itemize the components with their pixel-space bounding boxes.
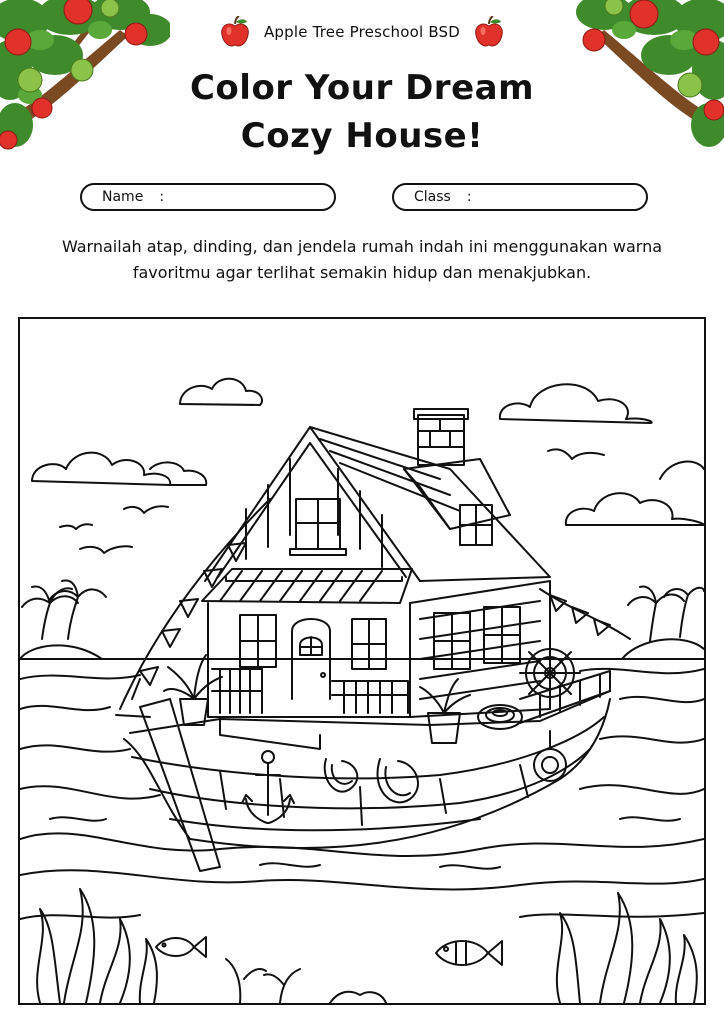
cloud-icon (566, 462, 704, 525)
cloud-icon (180, 379, 262, 405)
name-field[interactable] (80, 183, 336, 211)
palm-tree-icon (20, 581, 106, 659)
class-field[interactable] (392, 183, 648, 211)
name-label: Name (102, 189, 144, 205)
title-line-1: Color Your Dream (189, 68, 534, 108)
fish-icon (156, 937, 206, 957)
anchor-icon (242, 751, 294, 823)
apple-icon (474, 16, 504, 48)
cloud-icon (32, 453, 206, 485)
instructions-text: Warnailah atap, dinding, dan jendela rumah indah ini menggunakan warna favoritmu agar terlihat semakin hidup dan menakjubkan. (61, 237, 663, 282)
name-separator: : (159, 189, 165, 205)
ship-wheel-icon (520, 643, 580, 703)
palm-tree-icon (622, 587, 704, 659)
apple-icon (220, 16, 250, 48)
class-separator: : (466, 189, 472, 205)
school-name: Apple Tree Preschool BSD (263, 23, 461, 41)
class-label: Class (414, 189, 451, 205)
coloring-picture (18, 317, 706, 1005)
cloud-icon (500, 384, 652, 423)
school-header (0, 16, 724, 48)
seaweed-icon (37, 889, 157, 1003)
page-title (0, 64, 724, 160)
title-line-2: Cozy House! (240, 116, 484, 156)
seaweed-icon (557, 893, 697, 1003)
fish-icon (436, 941, 502, 965)
